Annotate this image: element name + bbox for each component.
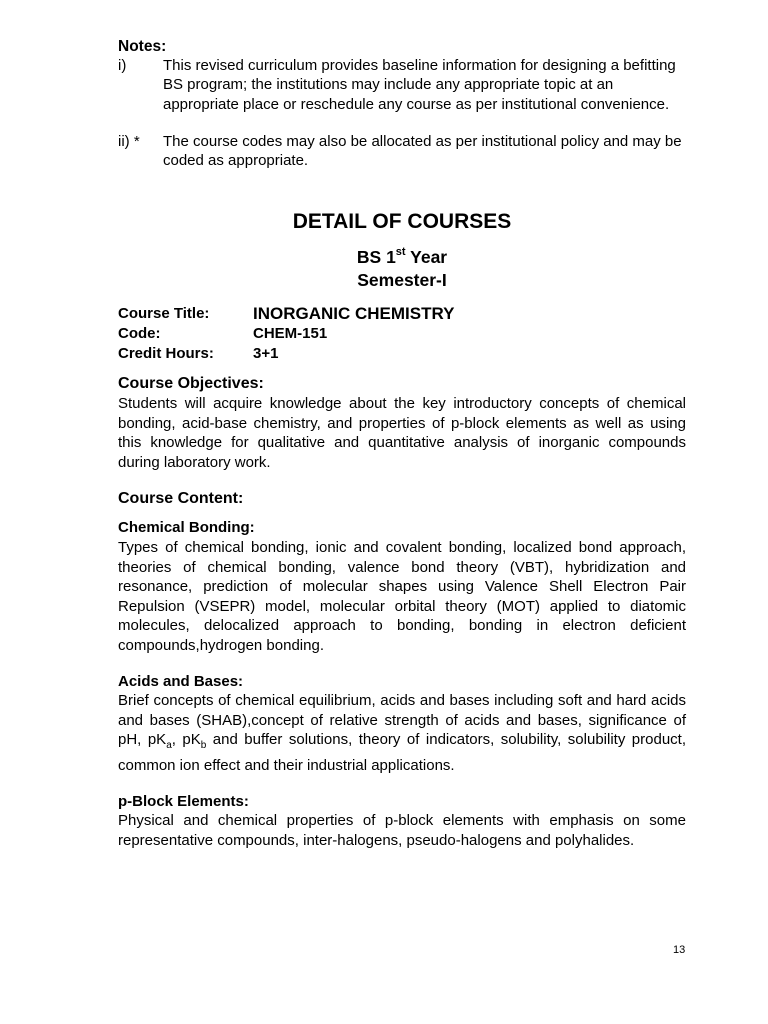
course-code-label: Code: [118, 324, 161, 342]
note-item [118, 56, 686, 114]
pka-subscript: a [166, 740, 172, 752]
acids-text-part2: , pK [171, 731, 201, 749]
course-title-row [118, 304, 686, 324]
objectives-heading: Course Objectives: [118, 375, 264, 393]
acids-heading: Acids and Bases: [118, 672, 244, 690]
credit-hours-label: Credit Hours: [118, 344, 214, 362]
pblock-text: Physical and chemical properties of p-block elements with emphasis on some representative compounds, inter-halogens, pseudo-halogens and polyhalides. [118, 812, 686, 849]
bonding-heading: Chemical Bonding: [118, 519, 255, 537]
note-text: This revised curriculum provides baseline information for designing a befitting BS program; the institutions may include any appropriate topic at an appropriate place or reschedule any course as per institutional convenience. [163, 57, 676, 113]
acids-text-part1: Brief concepts of chemical equilibrium, acids and bases including soft and hard acids and bases (SHAB),concept of relative strength of acids and bases, significance of pH, pK [118, 692, 686, 749]
objectives-text: Students will acquire knowledge about the key introductory concepts of chemical bonding, acid-base chemistry, and properties of p-block elements as well as using this knowledge for qualitative and quantitative analysis of inorganic compounds during laboratory work. [118, 395, 686, 471]
course-title-label: Course Title: [118, 305, 210, 323]
bonding-text: Types of chemical bonding, ionic and covalent bonding, localized bond approach, theories of chemical bonding, valence bond theory (VBT), hybridization and resonance, prediction of molecular shapes using Valence Shell Electron Pair Repulsion (VSEPR) model, molecular orbital theory (MOT) applied to diatomic molecules, delocalized approach to bonding, bonding in electron deficient compounds,hydrogen bonding. [118, 539, 686, 655]
course-title-value: INORGANIC CHEMISTRY [253, 304, 455, 324]
notes-heading: Notes: [118, 38, 167, 55]
pkb-subscript: b [200, 740, 207, 752]
year-suffix: Year [405, 247, 448, 268]
acids-text [118, 691, 686, 775]
content-heading: Course Content: [118, 490, 244, 508]
credit-hours-row [118, 344, 686, 364]
course-code-value: CHEM-151 [253, 324, 328, 342]
credit-hours-value: 3+1 [253, 344, 279, 362]
page-title: DETAIL OF COURSES [292, 210, 512, 234]
note-number: ii) * [118, 132, 140, 150]
semester-heading: Semester-I [357, 270, 447, 291]
year-superscript: st [395, 246, 406, 259]
year-heading [118, 242, 686, 269]
course-code-row [118, 324, 686, 344]
page-number: 13 [673, 944, 686, 956]
acids-text-part3: and buffer solutions, theory of indicators, solubility, solubility product, common ion effect and their industrial applications. [118, 731, 687, 774]
note-number: i) [118, 57, 127, 74]
note-item [118, 132, 686, 171]
year-prefix: BS 1 [356, 247, 396, 268]
pblock-heading: p-Block Elements: [118, 792, 249, 810]
document-page [118, 37, 686, 850]
note-text: The course codes may also be allocated as per institutional policy and may be coded as appropriate. [163, 132, 682, 170]
course-info [118, 304, 686, 363]
